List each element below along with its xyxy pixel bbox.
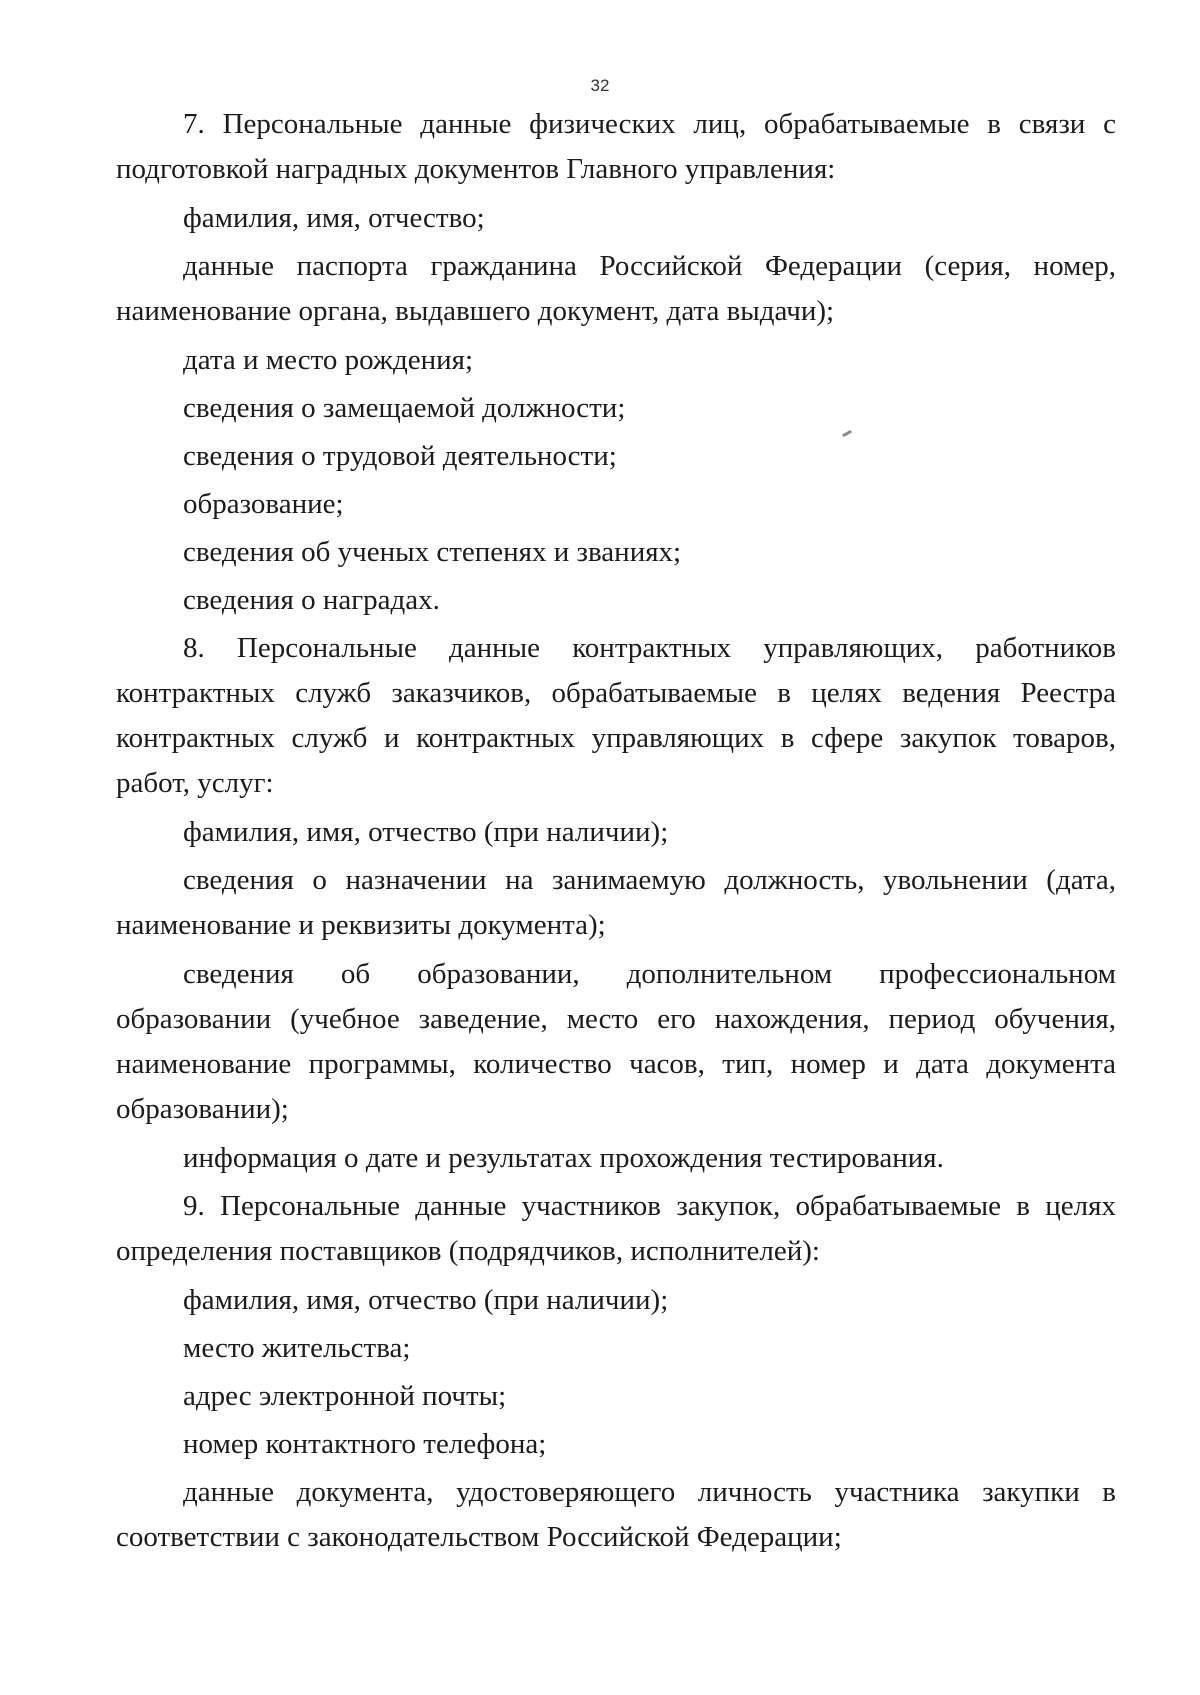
document-body <box>116 102 1116 1564</box>
list-item: фамилия, имя, отчество; <box>183 202 485 234</box>
section-7 <box>116 102 1116 623</box>
list-item: данные паспорта гражданина Российской Федерации (серия, номер, наименование органа, выдавшего документ, дата выдачи); <box>116 250 1116 327</box>
page-number: 32 <box>590 76 610 95</box>
list-item: сведения об образовании, дополнительном профессиональном образовании (учебное заведение, место его нахождения, период обучения, наименование программы, количество часов, тип, номер и дата документа образовании); <box>116 958 1116 1125</box>
section-9-intro: 9. Персональные данные участников закупок, обрабатываемые в целях определения поставщиков (подрядчиков, исполнителей): <box>116 1190 1116 1267</box>
list-item: сведения о наградах. <box>183 584 440 616</box>
list-item: данные документа, удостоверяющего личность участника закупки в соответствии с законодательством Российской Федерации; <box>116 1476 1116 1553</box>
list-item: сведения об ученых степенях и званиях; <box>183 536 682 568</box>
section-8 <box>116 626 1116 1181</box>
section-7-intro: 7. Персональные данные физических лиц, обрабатываемые в связи с подготовкой наградных документов Главного управления: <box>116 108 1116 185</box>
section-9 <box>116 1184 1116 1560</box>
list-item: фамилия, имя, отчество (при наличии); <box>183 1284 669 1316</box>
list-item: номер контактного телефона; <box>183 1428 547 1460</box>
list-item: информация о дате и результатах прохождения тестирования. <box>183 1142 944 1174</box>
list-item: дата и место рождения; <box>183 344 474 376</box>
list-item: адрес электронной почты; <box>183 1380 507 1412</box>
list-item: сведения о замещаемой должности; <box>183 392 626 424</box>
list-item: фамилия, имя, отчество (при наличии); <box>183 816 669 848</box>
section-8-intro: 8. Персональные данные контрактных управляющих, работников контрактных служб заказчиков, обрабатываемые в целях ведения Реестра контрактных служб и контрактных управляющих в сфере закупок товаров, работ, услуг: <box>116 632 1116 799</box>
list-item: сведения о назначении на занимаемую должность, увольнении (дата, наименование и реквизиты документа); <box>116 864 1116 941</box>
list-item: образование; <box>183 488 344 520</box>
list-item: место жительства; <box>183 1332 411 1364</box>
list-item: сведения о трудовой деятельности; <box>183 440 617 472</box>
